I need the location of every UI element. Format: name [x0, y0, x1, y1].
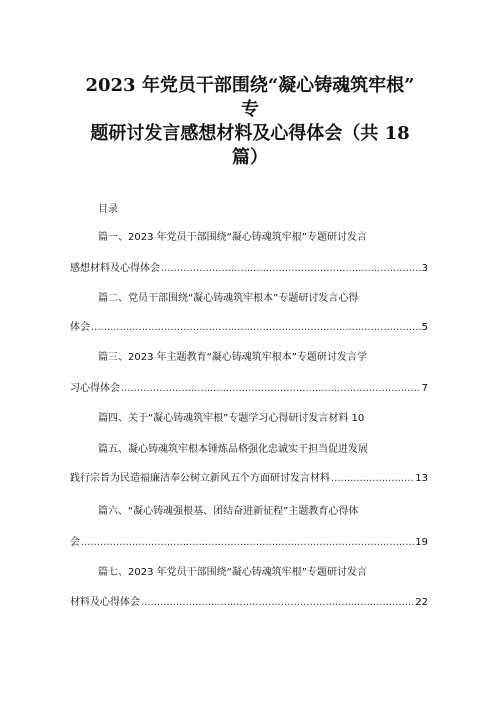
- toc-entry-1-line-1[interactable]: 篇一、2023 年党员干部围绕“凝心铸魂筑牢根”专题研讨发言: [98, 232, 367, 243]
- toc-entry-text: 践行宗旨为民造福廉洁奉公树立新风五个方面研讨发言材料: [70, 473, 330, 484]
- toc-entry-text: 习心得体会: [70, 383, 120, 394]
- toc-page-number: 5: [421, 322, 428, 333]
- toc-page-number: 22: [415, 597, 428, 608]
- toc-entry-text: 体会: [70, 322, 90, 333]
- dot-leader: [161, 262, 421, 276]
- toc-entry-1-line-2[interactable]: [70, 262, 428, 276]
- dot-leader: [91, 321, 421, 335]
- toc-page-number: 19: [415, 537, 428, 548]
- toc-entry-4[interactable]: 篇四、关于“凝心铸魂筑牢根”专题学习心得研讨发言材料 10: [98, 413, 365, 424]
- toc-entry-6-line-1[interactable]: 篇六、“凝心铸魂强根基、团结奋进新征程”主题教育心得体: [98, 506, 359, 517]
- title-line-3: 题研讨发言感想材料及心得体会（共 18: [90, 123, 410, 144]
- dot-leader: [331, 472, 414, 486]
- toc-entry-6-line-2[interactable]: [70, 536, 428, 550]
- toc-page-number: 13: [415, 473, 428, 484]
- title-line-2: 专: [241, 99, 259, 120]
- title-line-1: 2023 年党员干部围绕“凝心铸魂筑牢根”: [85, 75, 415, 96]
- toc-entry-3-line-1[interactable]: 篇三、2023 年主题教育“凝心铸魂筑牢根本”专题研讨发言学: [98, 352, 367, 363]
- toc-entry-5-line-2[interactable]: [70, 472, 428, 486]
- toc-entry-text: 感想材料及心得体会: [70, 263, 160, 274]
- dot-leader: [141, 596, 414, 610]
- toc-page-number: 3: [421, 263, 428, 274]
- toc-entry-7-line-1[interactable]: 篇七、2023 年党员干部围绕“凝心铸魂筑牢根”专题研讨发言: [98, 567, 367, 578]
- dot-leader: [121, 382, 421, 396]
- title-line-4: 篇）: [232, 147, 268, 168]
- toc-entry-3-line-2[interactable]: [70, 382, 428, 396]
- document-title: [60, 74, 440, 170]
- toc-page-number: 7: [421, 383, 428, 394]
- toc-entry-text: 会: [70, 537, 80, 548]
- dot-leader: [81, 536, 414, 550]
- toc-heading: 目录: [98, 204, 118, 215]
- toc-entry-7-line-2[interactable]: [70, 596, 428, 610]
- toc-entry-5-line-1[interactable]: 篇五、凝心铸魂筑牢根本锤炼品格强化忠诚实干担当促进发展: [98, 444, 368, 455]
- toc-entry-2-line-2[interactable]: [70, 321, 428, 335]
- toc-entry-text: 材料及心得体会: [70, 597, 140, 608]
- toc-entry-2-line-1[interactable]: 篇二、党员干部围绕“凝心铸魂筑牢根本”专题研讨发言心得: [98, 293, 359, 304]
